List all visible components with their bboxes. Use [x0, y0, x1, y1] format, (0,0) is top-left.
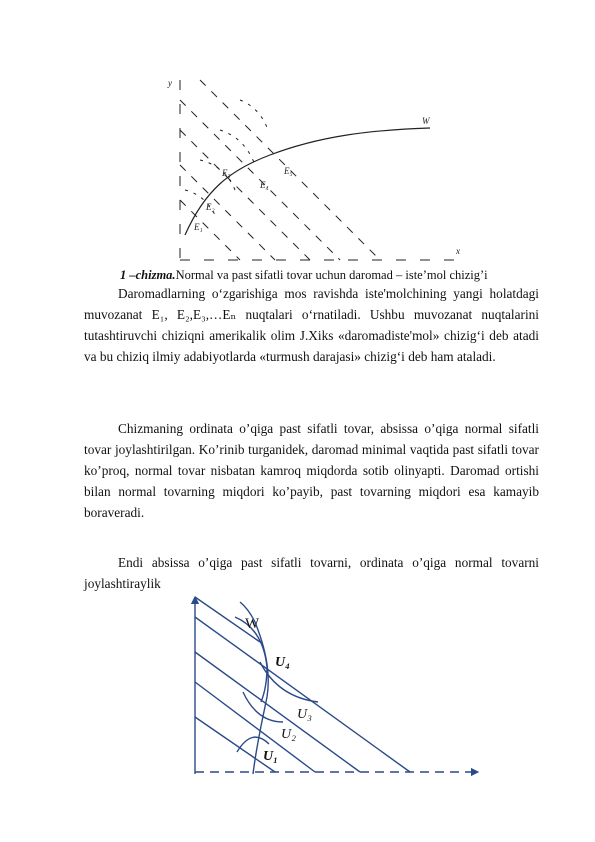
label-e2: E₂	[206, 202, 215, 212]
label-u4: U₄	[275, 655, 290, 670]
label-u3: U₃	[297, 707, 312, 722]
label-e1: E₁	[194, 222, 203, 232]
paragraph-1	[84, 283, 539, 367]
label-e5: E₅	[284, 166, 293, 176]
label-e3: E₃	[222, 168, 231, 178]
label-e4: E₄	[260, 180, 269, 190]
label-u2: U₂	[281, 727, 296, 742]
paragraph-3	[84, 552, 539, 594]
indifference-curves	[185, 100, 268, 215]
income-consumption-diagram-2	[185, 592, 485, 782]
paragraph-2	[84, 418, 539, 523]
paragraph-1-text: Daromadlarning o‘zgarishiga mos ravishda iste'molchining yangi holatdagi muvozanat E₁, E₂,E₃,…Eₙ nuqtalari o‘rnatiladi. Ushbu muvozanat nuqtalarini tutashtiruvchi chiziqni amerikalik olim J.Xiks «daromadiste'mol» chizig‘i deb atadi va bu chiziq ilmiy adabiyotlarda «turmush darajasi» chizig‘i deb ham ataladi.	[84, 286, 539, 364]
label-x: x	[456, 246, 460, 256]
budget-line-3	[180, 130, 310, 260]
budget-line-d	[195, 617, 410, 772]
caption-number: 1 –chizma.	[120, 268, 176, 282]
label-u1: U₁	[263, 749, 278, 764]
label-w-2: W	[245, 616, 260, 632]
paragraph-3-text: Endi absissa o’qiga past sifatli tovarni, ordinata o’qiga normal tovarni joylashtiraylik	[84, 555, 539, 591]
label-w: W	[422, 116, 430, 126]
paragraph-2-text: Chizmaning ordinata o’qiga past sifatli tovar, absissa o’qiga normal sifatli tovar joylashtirilgan. Ko’rinib turganidek, daromad minimal vaqtida past sifatli tovar ko’proq, normal tovar nisbatan kamroq miqdorda sotib olinyapti. Daromad ortishi bilan normal tovarning miqdori ko’payib, past tovarning miqdori esa kamayib boraveradi.	[84, 421, 539, 520]
figure-caption	[120, 268, 488, 283]
caption-text: Normal va past sifatli tovar uchun daromad – iste’mol chizig’i	[175, 268, 488, 282]
income-consumption-diagram-1	[160, 70, 480, 280]
income-consumption-curve	[185, 128, 430, 235]
label-y: y	[168, 78, 172, 88]
